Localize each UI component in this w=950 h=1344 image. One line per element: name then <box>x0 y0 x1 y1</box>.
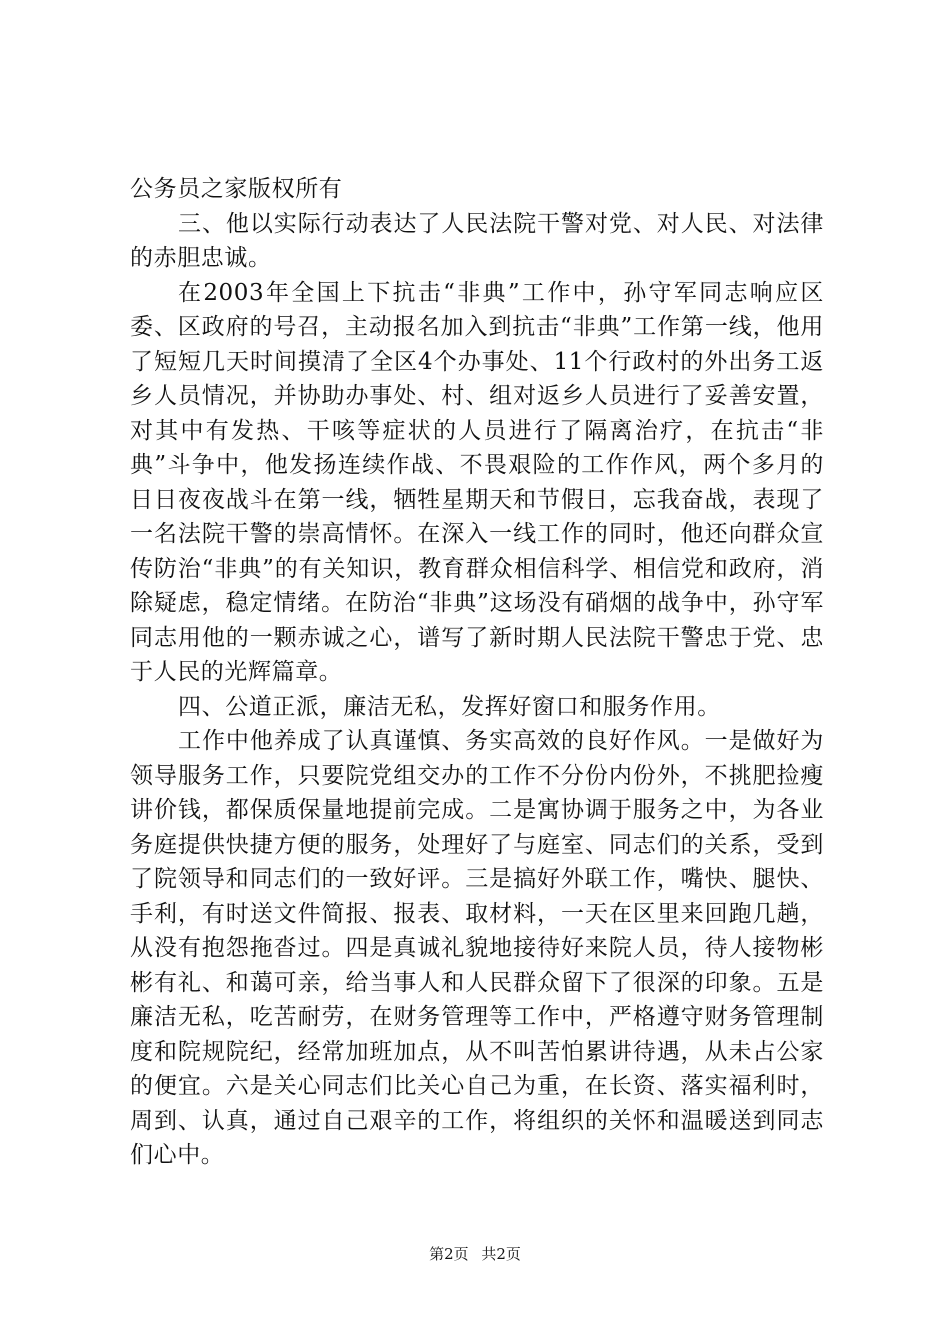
copyright-line: 公务员之家版权所有 <box>130 176 343 202</box>
paragraph-sars-work: 在2003年全国上下抗击“非典”工作中，孙守军同志响应区委、区政府的号召，主动报名加入到抗击“非典”工作第一线，他用了短短几天时间摸清了全区4个办事处、11个行政村的外出务工返乡人员情况，并协助办事处、村、组对返乡人员进行了妥善安置，对其中有发热、干咳等症状的人员进行了隔离治疗，在抗击“非典”斗争中，他发扬连续作战、不畏艰险的工作作风，两个多月的日日夜夜战斗在第一线，牺牲星期天和节假日，忘我奋战，表现了一名法院干警的崇高情怀。在深入一线工作的同时，他还向群众宣传防治“非典”的有关知识，教育群众相信科学、相信党和政府，消除疑虑，稳定情绪。在防治“非典”这场没有硝烟的战争中，孙守军同志用他的一颗赤诚之心，谱写了新时期人民法院干警忠于党、忠于人民的光辉篇章。 <box>130 279 824 685</box>
document-body <box>130 172 824 1173</box>
paragraph-service-work: 工作中他养成了认真谨慎、务实高效的良好作风。一是做好为领导服务工作，只要院党组交办的工作不分份内份外，不挑肥捡瘦讲价钱，都保质保量地提前完成。二是寓协调于服务之中，为各业务庭提供快捷方便的服务，处理好了与庭室、同志们的关系，受到了院领导和同志们的一致好评。三是搞好外联工作，嘴快、腿快、手利，有时送文件简报、报表、取材料，一天在区里来回跑几趟，从没有抱怨拖沓过。四是真诚礼貌地接待好来院人员，待人接物彬彬有礼、和蔼可亲，给当事人和人民群众留下了很深的印象。五是廉洁无私，吃苦耐劳，在财务管理等工作中，严格遵守财务管理制度和院规院纪，经常加班加点，从不叫苦怕累讲待遇，从未占公家的便宜。六是关心同志们比关心自己为重，在长资、落实福利时，周到、认真，通过自己艰辛的工作，将组织的关怀和温暖送到同志们心中。 <box>130 728 824 1168</box>
page-number-current: 第2页 <box>429 1245 469 1263</box>
page-footer <box>0 1244 950 1264</box>
page-number-total: 共2页 <box>481 1245 521 1263</box>
section-heading-four: 四、公道正派，廉洁无私，发挥好窗口和服务作用。 <box>178 693 721 720</box>
section-heading-three: 三、他以实际行动表达了人民法院干警对党、对人民、对法律的赤胆忠诚。 <box>130 210 824 271</box>
